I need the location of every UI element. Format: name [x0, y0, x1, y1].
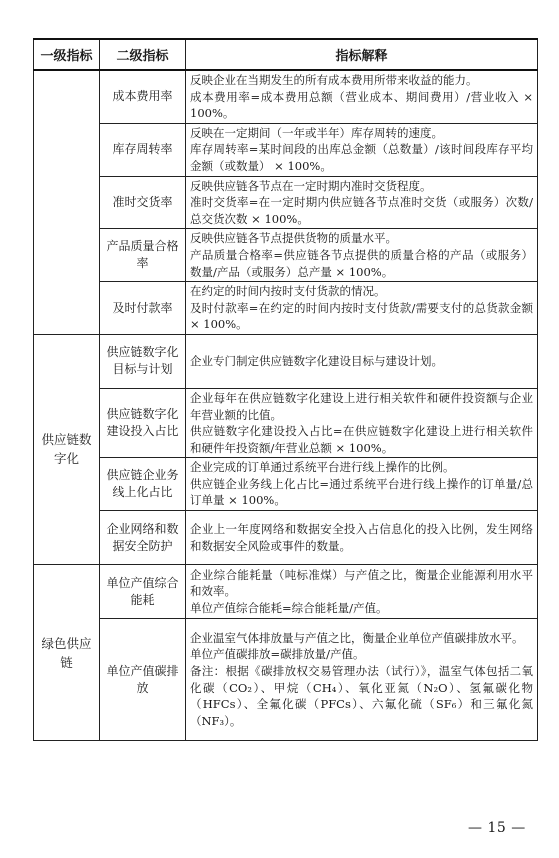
table-row	[34, 229, 538, 282]
level2-cell: 产品质量合格率	[100, 229, 186, 282]
table-row	[34, 282, 538, 335]
explanation-cell	[186, 123, 538, 176]
level2-cell: 成本费用率	[100, 70, 186, 123]
table-header-row	[34, 39, 538, 70]
explanation-line: 及时付款率=在约定的时间内按时支付货款/需要支付的总货款金额 × 100%。	[190, 300, 533, 332]
explanation-cell	[186, 229, 538, 282]
table-row	[34, 123, 538, 176]
header-explanation: 指标解释	[186, 39, 538, 70]
explanation-line: 供应链企业务线上化占比=通过系统平台进行线上操作的订单量/总订单量 × 100%。	[190, 476, 533, 508]
explanation-line: 在约定的时间内按时支付货款的情况。	[190, 284, 386, 299]
level2-cell: 供应链数字化建设投入占比	[100, 388, 186, 457]
explanation-line: 反映供应链各节点在一定时期内准时交货程度。	[190, 178, 432, 193]
header-level1: 一级指标	[34, 39, 100, 70]
explanation-cell	[186, 458, 538, 511]
level2-cell: 准时交货率	[100, 176, 186, 229]
explanation-cell	[186, 511, 538, 565]
level2-cell: 供应链数字化目标与计划	[100, 334, 186, 388]
explanation-line: 企业完成的订单通过系统平台进行线上操作的比例。	[190, 460, 455, 475]
level1-cell: 供应链数字化	[34, 334, 100, 564]
explanation-line: 企业综合能耗量（吨标准煤）与产值之比，衡量企业能源利用水平和效率。	[190, 567, 533, 599]
level2-cell: 库存周转率	[100, 123, 186, 176]
explanation-cell	[186, 334, 538, 388]
table-row	[34, 70, 538, 123]
explanation-line: 供应链数字化建设投入占比=在供应链数字化建设上进行相关软件和硬件年投资额/年营业总额 × 100%。	[190, 424, 533, 455]
table-row	[34, 565, 538, 619]
level2-cell: 单位产值碳排放	[100, 619, 186, 741]
table-row	[34, 619, 538, 741]
indicator-table	[33, 38, 538, 741]
level2-cell: 供应链企业务线上化占比	[100, 458, 186, 511]
explanation-line: 单位产值综合能耗=综合能耗量/产值。	[190, 600, 388, 615]
explanation-line: 企业上一年度网络和数据安全投入占信息化的投入比例，发生网络和数据安全风险或事件的数量。	[190, 521, 533, 553]
level1-cell: 绿色供应链	[34, 565, 100, 741]
table-row	[34, 334, 538, 388]
explanation-cell	[186, 565, 538, 619]
explanation-cell	[186, 70, 538, 123]
explanation-line: 反映企业在当期发生的所有成本费用所带来收益的能力。	[190, 73, 478, 87]
header-level2: 二级指标	[100, 39, 186, 70]
explanation-line: 企业温室气体排放量与产值之比，衡量企业单位产值碳排放水平。	[190, 630, 524, 645]
level2-cell: 单位产值综合能耗	[100, 565, 186, 619]
table-row	[34, 511, 538, 565]
explanation-line: 企业专门制定供应链数字化建设目标与建设计划。	[190, 354, 443, 369]
explanation-line: 反映供应链各节点提供货物的质量水平。	[190, 231, 397, 246]
explanation-line: 库存周转率=某时间段的出库总金额（总数量）/该时间段库存平均金额（或数量） × 100%。	[190, 142, 533, 173]
explanation-cell	[186, 176, 538, 229]
explanation-cell	[186, 282, 538, 335]
table-row	[34, 176, 538, 229]
explanation-line: 企业每年在供应链数字化建设上进行相关软件和硬件投资额与企业年营业额的比值。	[190, 390, 533, 422]
explanation-line: 备注：根据《碳排放权交易管理办法（试行）》，温室气体包括二氧化碳（CO₂）、甲烷（CH₄）、氧化亚氮（N₂O）、氢氟碳化物（HFCs）、全氟化碳（PFCs）、六氟化硫（SF₆）和三氟化氮（NF₃）。	[190, 663, 533, 728]
page-number: — 15 —	[468, 820, 526, 836]
explanation-cell	[186, 619, 538, 741]
table-row	[34, 458, 538, 511]
explanation-line: 成本费用率=成本费用总额（营业成本、期间费用）/营业收入 × 100%。	[190, 89, 533, 121]
level1-cell	[34, 70, 100, 334]
level2-cell: 及时付款率	[100, 282, 186, 335]
explanation-cell	[186, 388, 538, 457]
level2-cell: 企业网络和数据安全防护	[100, 511, 186, 565]
explanation-line: 准时交货率=在一定时期内供应链各节点准时交货（或服务）次数/总交货次数 × 100%。	[190, 195, 533, 226]
table-row	[34, 388, 538, 457]
explanation-line: 反映在一定期间（一年或半年）库存周转的速度。	[190, 125, 443, 140]
explanation-line: 单位产值碳排放=碳排放量/产值。	[190, 647, 365, 662]
explanation-line: 产品质量合格率=供应链各节点提供的质量合格的产品（或服务）数量/产品（或服务）总产量 × 100%。	[190, 247, 533, 279]
